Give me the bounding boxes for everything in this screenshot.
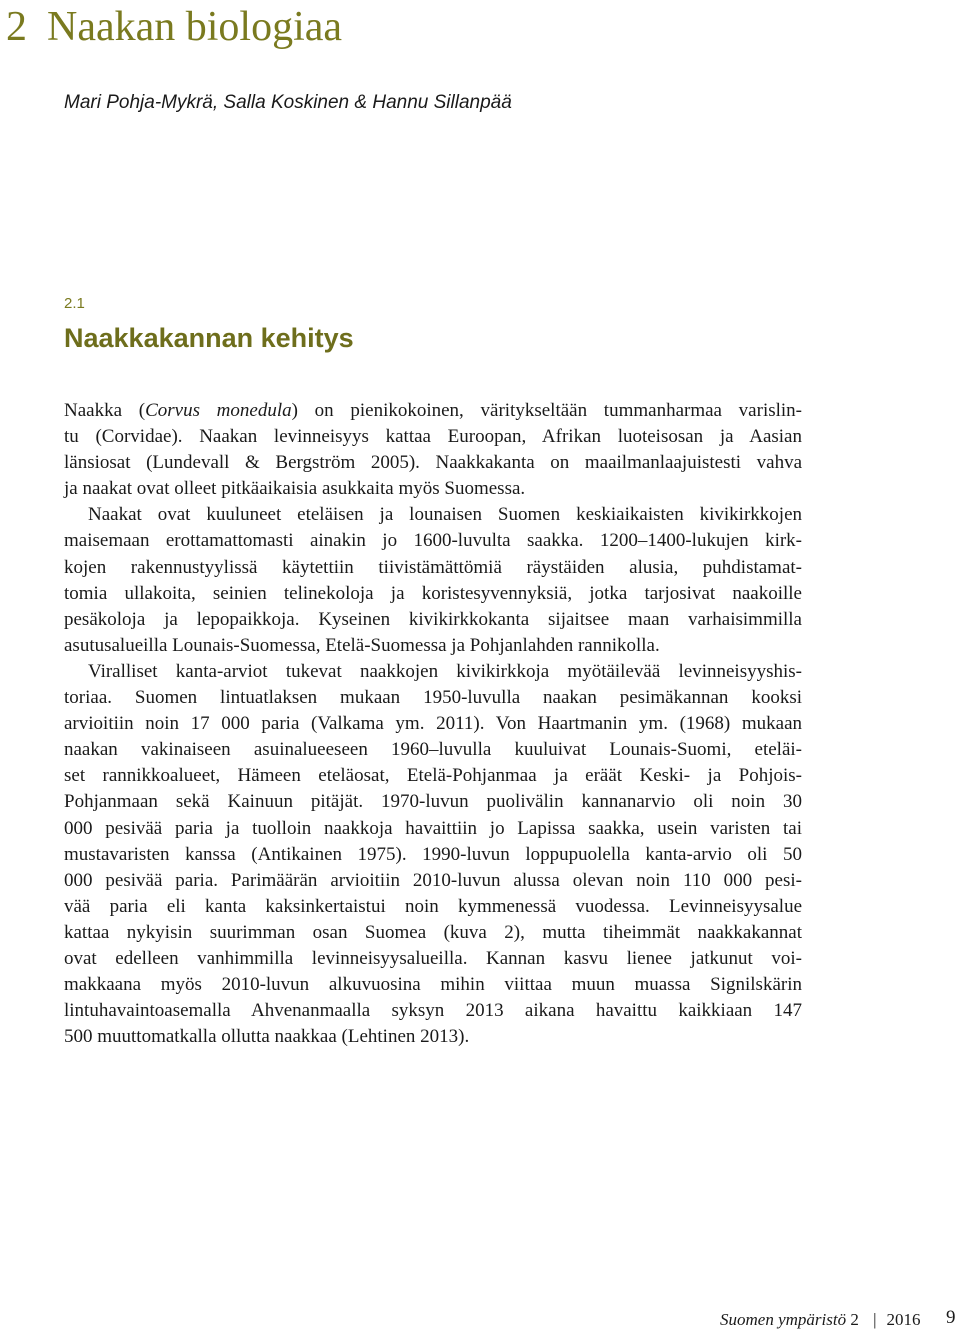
text-line: Naakka (Corvus monedula) on pienikokoinen, väritykseltään tummanharmaa varislin- bbox=[64, 400, 802, 421]
text-line: lintuhavaintoasemalla Ahvenanmaalla syksyn 2013 aikana havaittu kaikkiaan 147 bbox=[64, 1000, 802, 1022]
authors-line: Mari Pohja-Mykrä, Salla Koskinen & Hannu Sillanpää bbox=[64, 92, 512, 113]
text-line: arvioitiin noin 17 000 paria (Valkama ym. 2011). Von Haartmanin ym. (1968) mukaan bbox=[64, 713, 802, 735]
text-line: Pohjanmaan sekä Kainuun pitäjät. 1970-luvun puolivälin kannanarvio oli noin 30 bbox=[64, 791, 802, 813]
section-number: 2.1 bbox=[64, 295, 85, 312]
text-line: maisemaan erottamattomasti ainakin jo 1600-luvulta saakka. 1200–1400-lukujen kirk- bbox=[64, 530, 802, 552]
body-text bbox=[64, 398, 802, 1050]
text-line: 000 pesivää paria ja tuolloin naakkoja havaittiin jo Lapissa saakka, usein varisten tai bbox=[64, 817, 802, 839]
text-line: makkaana myös 2010-luvun alkuvuosina mihin viittaa muun muassa Signilskärin bbox=[64, 974, 802, 996]
text-line: pesäkoloja ja lepopaikkoja. Kyseinen kivikirkkokanta sijaitsee maan varhaisimmilla bbox=[64, 608, 802, 630]
text-line: naakan vakinaiseen asuinalueeseen 1960–luvulla kuuluivat Lounais-Suomi, eteläi- bbox=[64, 739, 802, 761]
text-line: set rannikkoalueet, Hämeen eteläosat, Etelä-Pohjanmaa ja eräät Keski- ja Pohjois- bbox=[64, 765, 802, 787]
text-line: vää paria eli kanta kaksinkertaistui noin kymmenessä vuodessa. Levinneisyysalue bbox=[64, 895, 802, 917]
latin-name: Corvus monedula bbox=[145, 400, 292, 421]
paragraph-1 bbox=[64, 398, 802, 502]
chapter-number: 2 bbox=[6, 4, 27, 50]
issue-number: 2 bbox=[850, 1310, 859, 1329]
text-line: kojen rakennustyylissä käytettiin tiivistämättömiä räystäiden alusia, puhdistamat- bbox=[64, 556, 802, 578]
text-line: 500 muuttomatkalla ollutta naakkaa (Lehtinen 2013). bbox=[64, 1026, 470, 1048]
publication-year: 2016 bbox=[886, 1310, 921, 1329]
page-number: 9 bbox=[946, 1307, 956, 1328]
publication-name: Suomen ympäristö bbox=[720, 1310, 847, 1329]
chapter-heading bbox=[6, 2, 342, 52]
paragraph-3 bbox=[64, 659, 802, 1050]
paragraph-2 bbox=[64, 502, 802, 659]
text-line: 000 pesivää paria. Parimäärän arvioitiin 2010-luvun alussa olevan noin 110 000 pesi- bbox=[64, 869, 802, 891]
text-line: mustavaristen kanssa (Antikainen 1975). 1990-luvun loppupuolella kanta-arvio oli 50 bbox=[64, 843, 802, 865]
footer-separator: | bbox=[873, 1310, 877, 1329]
text-line: ja naakat ovat olleet pitkäaikaisia asukkaita myös Suomessa. bbox=[64, 478, 526, 500]
text-line: ovat edelleen vanhimmilla levinneisyysalueilla. Kannan kasvu lienee jatkunut voi- bbox=[64, 947, 802, 969]
text-line: Naakat ovat kuuluneet eteläisen ja lounaisen Suomen keskiaikaisten kivikirkkojen bbox=[88, 504, 802, 526]
text-line: kattaa nykyisin suurimman osan Suomea (kuva 2), mutta tiheimmät naakkakannat bbox=[64, 921, 802, 943]
text-line: tu (Corvidae). Naakan levinneisyys kattaa Euroopan, Afrikan luoteisosan ja Aasian bbox=[64, 426, 802, 448]
chapter-title: Naakan biologiaa bbox=[47, 4, 343, 50]
footer bbox=[720, 1308, 920, 1332]
text-line: tomia ullakoita, seinien telinekoloja ja koristesyvennyksiä, jotka tarjosivat naakoille bbox=[64, 582, 802, 604]
text-line: Viralliset kanta-arviot tukevat naakkojen kivikirkkoja myötäilevää levinneisyyshis- bbox=[88, 660, 802, 682]
section-title: Naakkakannan kehitys bbox=[64, 323, 354, 353]
text-line: länsiosat (Lundevall & Bergström 2005). Naakkakanta on maailmanlaajuistesti vahva bbox=[64, 452, 802, 474]
text-line: asutusalueilla Lounais-Suomessa, Etelä-Suomessa ja Pohjanlahden rannikolla. bbox=[64, 634, 660, 656]
text-line: toriaa. Suomen lintuatlaksen mukaan 1950-luvulla naakan pesimäkannan kooksi bbox=[64, 687, 802, 709]
